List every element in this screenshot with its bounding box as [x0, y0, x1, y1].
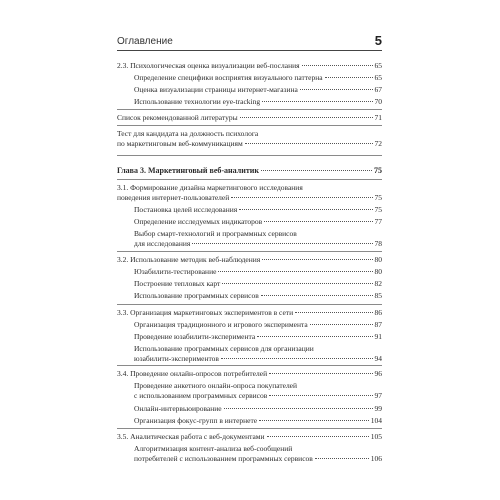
toc-entry-title-line: 3.2. Использование методик веб-наблюдения [117, 255, 261, 264]
toc-entry[interactable] [134, 332, 382, 342]
toc-entry[interactable] [134, 97, 382, 107]
dot-leader [262, 101, 372, 102]
toc-entry-row [134, 97, 382, 107]
toc-entry[interactable] [134, 73, 382, 83]
toc-entry-title-line: 2.3. Психологическая оценка визуализации веб-послания [117, 61, 300, 70]
toc-entry-row [134, 217, 382, 227]
toc-entry-title-line: Постановка целей исследования [134, 205, 238, 214]
toc-entry[interactable] [134, 416, 382, 426]
toc-page-number: 77 [374, 217, 382, 226]
toc-entry[interactable] [134, 85, 382, 95]
section-divider [117, 251, 382, 252]
dot-leader [218, 271, 372, 272]
toc-entry-row [117, 166, 382, 176]
dot-leader [221, 358, 373, 359]
section-divider [117, 109, 382, 110]
toc-entry[interactable] [117, 183, 382, 202]
toc-entry-title-line: Определение исследуемых индикаторов [134, 217, 263, 226]
section-divider [117, 155, 382, 156]
toc-page-number: 80 [374, 267, 382, 276]
toc-entry[interactable] [134, 217, 382, 227]
running-header-title: Оглавление [117, 36, 173, 47]
toc-entry[interactable] [134, 279, 382, 289]
toc-page-number: 105 [370, 432, 382, 441]
toc-entry-title-line: Алгоритмизация контент-анализа веб-сообщений [134, 444, 293, 453]
toc-entry[interactable] [134, 344, 382, 363]
dot-leader [269, 373, 372, 374]
toc-page-number: 87 [374, 320, 382, 329]
toc-page-number: 86 [374, 308, 382, 317]
toc-page-number: 94 [374, 353, 382, 363]
toc-page-number: 67 [374, 85, 382, 94]
dot-leader [267, 436, 369, 437]
dot-leader [231, 197, 372, 198]
toc-entry-title-line: по маркетинговым веб-коммуникациям [117, 138, 243, 148]
dot-leader [192, 243, 372, 244]
toc-entry-title-line: юзабилити-экспериментов [134, 353, 219, 363]
dot-leader [257, 336, 372, 337]
dot-leader [224, 408, 373, 409]
dot-leader [245, 143, 373, 144]
toc-entry-title-line: Определение специфики восприятия визуального паттерна [134, 73, 323, 82]
toc-entry-row [134, 291, 382, 301]
toc-page-number: 104 [370, 416, 382, 425]
toc-entry-row [117, 308, 382, 318]
dot-leader [239, 209, 372, 210]
toc-entry[interactable] [117, 61, 382, 71]
toc-page-number: 91 [374, 332, 382, 341]
section-divider [117, 304, 382, 305]
toc-entry-title-line: Использование программных сервисов [134, 291, 259, 300]
toc-entry-title-line: 3.3. Организация маркетинговых экспериментов в сети [117, 308, 294, 317]
toc-page-number: 71 [374, 113, 382, 122]
toc-entry-title-line: Организация традиционного и игрового эксперимента [134, 320, 308, 329]
toc-entry-row [134, 239, 382, 249]
toc-page-number: 96 [374, 369, 382, 378]
dot-leader [315, 458, 369, 459]
toc-entry-title-line: для исследования [134, 238, 191, 248]
toc-entry-title-line: Оценка визуализации страницы интернет-магазина [134, 85, 298, 94]
toc-entry-row [117, 139, 382, 149]
toc-page-number: 99 [374, 404, 382, 413]
dot-leader [259, 420, 369, 421]
dot-leader [240, 117, 373, 118]
toc-entry-title-line: Онлайн-интервьюирование [134, 404, 222, 413]
toc-chapter-entry[interactable] [117, 166, 382, 176]
toc-entry-title-line: потребителей с использованием программных сервисов [134, 453, 313, 463]
toc-entry[interactable] [134, 444, 382, 463]
toc-entry-title-line: Использование технологии eye-tracking [134, 97, 261, 106]
dot-leader [222, 283, 372, 284]
toc-entry-title-line: Использование программных сервисов для организации [134, 344, 314, 353]
toc-page-number: 65 [374, 73, 382, 82]
toc-entry-row [134, 205, 382, 215]
toc-entry-row [134, 320, 382, 330]
dot-leader [310, 324, 373, 325]
dot-leader [325, 77, 373, 78]
toc-page-number: 75 [374, 166, 382, 175]
toc-entry-title-line: Проведение анкетного онлайн-опроса покупателей [134, 381, 298, 390]
toc-entry-row [134, 267, 382, 277]
toc-entry-row [117, 193, 382, 203]
dot-leader [264, 221, 372, 222]
toc-entry-title-line: поведения интернет-пользователей [117, 192, 230, 202]
toc-entry[interactable] [117, 129, 382, 148]
toc-page-number: 82 [374, 279, 382, 288]
section-divider [117, 428, 382, 429]
toc-page-number: 78 [374, 238, 382, 248]
toc-entry[interactable] [117, 308, 382, 318]
toc-entry-row [134, 332, 382, 342]
toc-page-number: 65 [374, 61, 382, 70]
toc-entry-title-line: Организация фокус-групп в интернете [134, 416, 258, 425]
toc-entry-title-line: Глава 3. Маркетинговый веб-аналитик [117, 166, 259, 175]
section-divider [117, 125, 382, 126]
toc-entry[interactable] [134, 381, 382, 400]
dot-leader [300, 89, 373, 90]
header-rule [117, 50, 382, 51]
toc-page-number: 97 [374, 390, 382, 400]
dot-leader [295, 312, 372, 313]
toc-entry[interactable] [134, 205, 382, 215]
dot-leader [269, 395, 372, 396]
toc-entry-row [134, 454, 382, 464]
toc-entry[interactable] [117, 113, 382, 123]
toc-entry-title-line: Список рекомендованной литературы [117, 113, 238, 122]
toc-entry[interactable] [117, 255, 382, 265]
toc-entry[interactable] [134, 404, 382, 414]
toc-entry-title-line: с использованием программных сервисов [134, 390, 268, 400]
toc-entry[interactable] [134, 267, 382, 277]
toc-entry[interactable] [134, 229, 382, 248]
toc-entry-title-line: Построение тепловых карт [134, 279, 221, 288]
dot-leader [262, 259, 372, 260]
toc-entry-row [134, 416, 382, 426]
section-divider [117, 179, 382, 180]
toc-entry-row [134, 73, 382, 83]
toc-entry-title-line: Юзабилити-тестирование [134, 267, 217, 276]
toc-page-number: 106 [370, 453, 382, 463]
toc-entry[interactable] [134, 291, 382, 301]
toc-entry-row [134, 85, 382, 95]
toc-entry-row [117, 432, 382, 442]
toc-entry[interactable] [117, 369, 382, 379]
toc-entry-row [134, 391, 382, 401]
toc-entry-row [134, 354, 382, 364]
section-divider [117, 365, 382, 366]
dot-leader [261, 295, 373, 296]
toc-entry[interactable] [117, 432, 382, 442]
toc-entry-title-line: 3.5. Аналитическая работа с веб-документами [117, 432, 265, 441]
toc-entry-row [134, 404, 382, 414]
toc-entry-title-line: Тест для кандидата на должность психолога [117, 129, 259, 138]
toc-entry-row [134, 279, 382, 289]
toc-page-number: 70 [374, 97, 382, 106]
dot-leader [302, 65, 373, 66]
toc-entry-row [117, 61, 382, 71]
toc-entry-title-line: 3.4. Проведение онлайн-опросов потребителей [117, 369, 268, 378]
toc-entry-row [117, 369, 382, 379]
toc-entry-title-line: Проведение юзабилити-эксперимента [134, 332, 256, 341]
toc-entry[interactable] [134, 320, 382, 330]
toc-page-number: 75 [374, 192, 382, 202]
dot-leader [261, 170, 372, 171]
toc-page-number: 75 [374, 205, 382, 214]
toc-entry-row [117, 113, 382, 123]
page-number: 5 [374, 33, 382, 48]
toc-page-number: 80 [374, 255, 382, 264]
toc-page-number: 85 [374, 291, 382, 300]
toc-entry-title-line: Выбор смарт-технологий и программных сервисов [134, 229, 297, 238]
toc-page-number: 72 [374, 138, 382, 148]
toc-entry-title-line: 3.1. Формирование дизайна маркетингового исследования [117, 183, 303, 192]
toc-entry-row [117, 255, 382, 265]
